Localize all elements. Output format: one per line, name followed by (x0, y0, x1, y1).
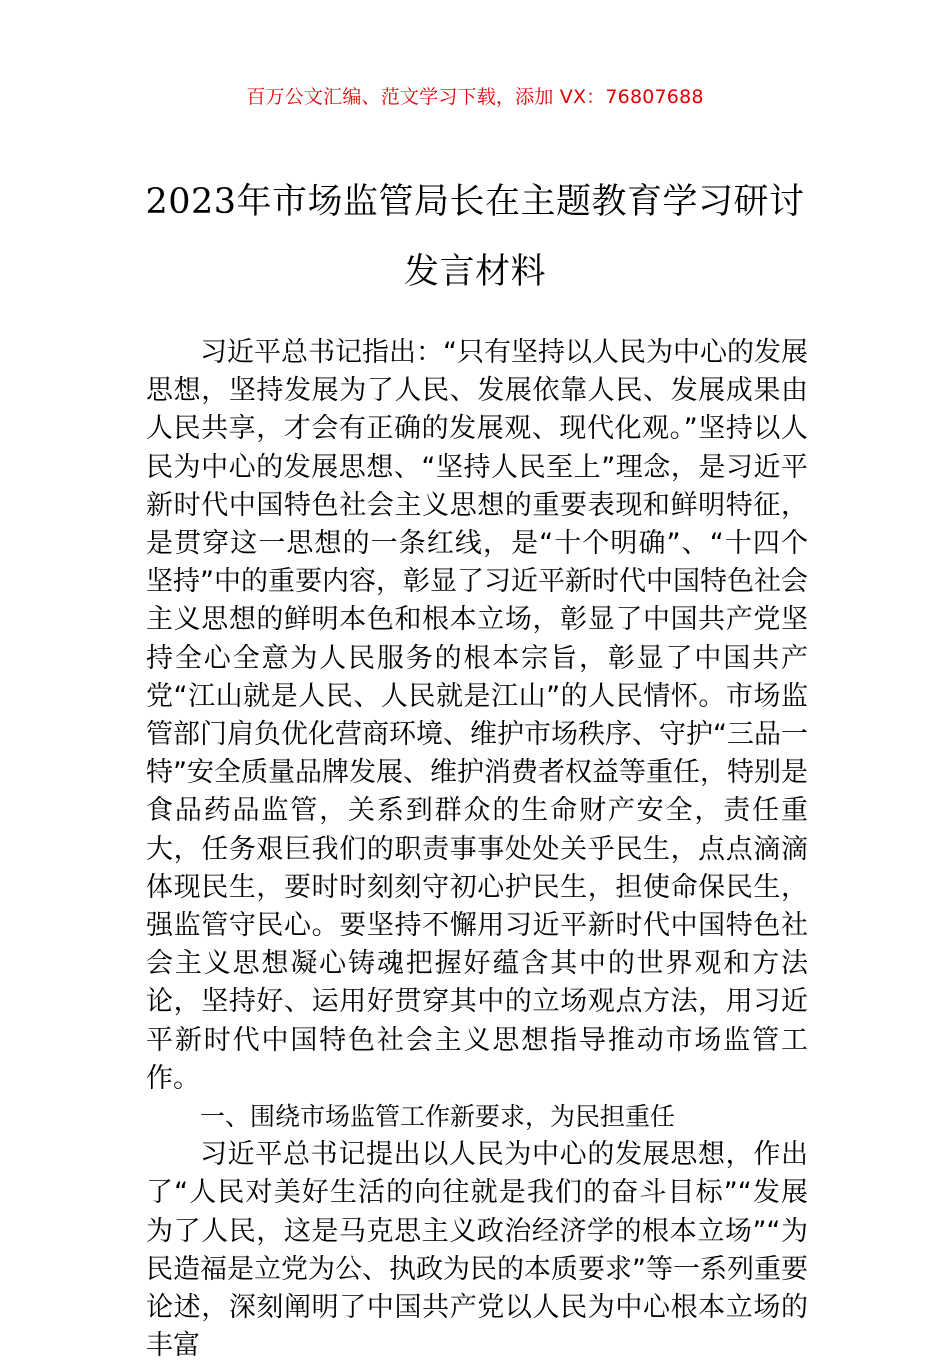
body-paragraph-section-1: 习近平总书记提出以人民为中心的发展思想，作出了“人民对美好生活的向往就是我们的奋斗目标”“发展为了人民，这是马克思主义政治经济学的根本立场”“为民造福是立党为公、执政为民的本质要求”等一系列重要论述，深刻阐明了中国共产党以人民为中心根本立场的丰富 (146, 1139, 808, 1362)
body-paragraph-intro: 习近平总书记指出：“只有坚持以人民为中心的发展思想，坚持发展为了人民、发展依靠人民、发展成果由人民共享，才会有正确的发展观、现代化观。”坚持以人民为中心的发展思想、“坚持人民至上”理念，是习近平新时代中国特色社会主义思想的重要表现和鲜明特征，是贯穿这一思想的一条红线，是“十个明确”、“十四个坚持”中的重要内容，彰显了习近平新时代中国特色社会主义思想的鲜明本色和根本立场，彰显了中国共产党坚持全心全意为人民服务的根本宗旨，彰显了中国共产党“江山就是人民、人民就是江山”的人民情怀。市场监管部门肩负优化营商环境、维护市场秩序、守护“三品一特”安全质量品牌发展、维护消费者权益等重任，特别是食品药品监管，关系到群众的生命财产安全，责任重大，任务艰巨我们的职责事事处处关乎民生，点点滴滴体现民生，要时时刻刻守初心护民生，担使命保民生，强监管守民心。要坚持不懈用习近平新时代中国特色社会主义思想凝心铸魂把握好蕴含其中的世界观和方法论，坚持好、运用好贯穿其中的立场观点方法，用习近平新时代中国特色社会主义思想指导推动市场监管工作。 (146, 337, 808, 1094)
document-title-line-1: 2023年市场监管局长在主题教育学习研讨 (145, 182, 805, 222)
section-heading-1: 一、围绕市场监管工作新要求，为民担重任 (200, 1102, 676, 1132)
document-body (146, 334, 808, 1365)
document-title-line-2: 发言材料 (403, 252, 546, 292)
header-banner: 百万公文汇编、范文学习下载，添加 VX：76807688 (246, 86, 704, 108)
